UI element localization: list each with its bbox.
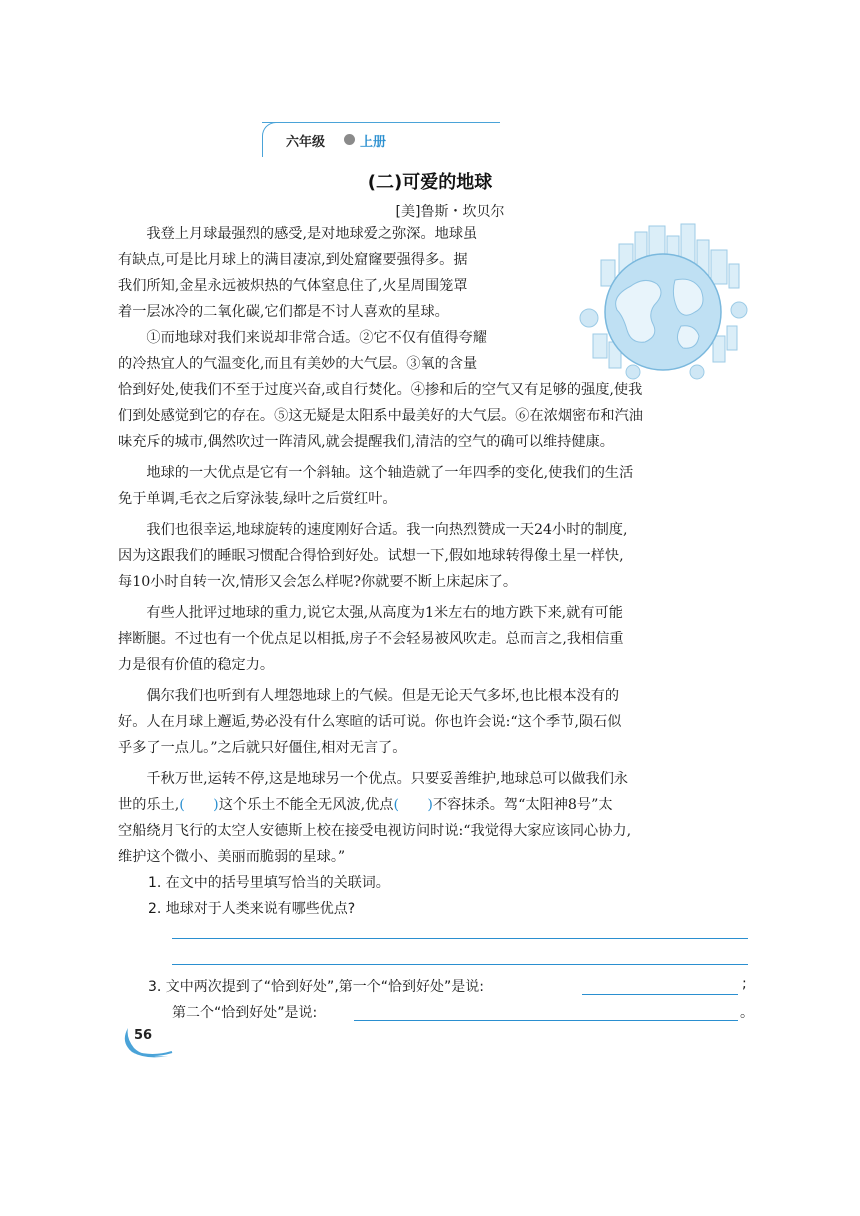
question-3a: 3. 文中两次提到了“恰到好处”,第一个“恰到好处”是说: (148, 979, 484, 995)
volume-label: 上册 (360, 135, 387, 150)
text-line-with-blanks (118, 796, 750, 814)
page-number: 56 (134, 1028, 153, 1043)
text-line: 味充斥的城市,偶然吹过一阵清风,就会提醒我们,清洁的空气的确可以维持健康。 (118, 434, 614, 450)
article-author: [美]鲁斯・坎贝尔 (395, 204, 505, 220)
answer-line-2b[interactable] (172, 964, 748, 965)
text-line: 千秋万世,运转不停,这是地球另一个优点。只要妥善维护,地球总可以做我们永 (118, 771, 629, 787)
text-line: 摔断腿。不过也有一个优点足以相抵,房子不会轻易被风吹走。总而言之,我相信重 (118, 631, 624, 647)
fill-blank-1[interactable]: ( ) (179, 797, 219, 813)
text-segment: 这个乐土不能全无风波,优点 (218, 797, 394, 813)
text-line: 好。人在月球上邂逅,势必没有什么寒暄的话可说。你也许会说:“这个季节,陨石似 (118, 714, 622, 730)
text-line: 每10小时自转一次,情形又会怎么样呢?你就要不断上床起床了。 (118, 574, 518, 590)
text-segment: 不容抹杀。驾“太阳神8号”太 (432, 797, 613, 813)
text-line: 免于单调,毛衣之后穿泳装,绿叶之后赏红叶。 (118, 491, 397, 507)
text-line: 们到处感觉到它的存在。⑤这无疑是太阳系中最美好的大气层。⑥在浓烟密布和汽油 (118, 408, 643, 424)
text-line: ①而地球对我们来说却非常合适。②它不仅有值得夸耀 (118, 330, 487, 346)
text-line: 偶尔我们也听到有人埋怨地球上的气候。但是无论天气多坏,也比根本没有的 (118, 688, 620, 704)
text-line: 力是很有价值的稳定力。 (118, 657, 275, 673)
text-segment: 世的乐土, (118, 797, 180, 813)
text-line: 因为这跟我们的睡眠习惯配合得恰到好处。试想一下,假如地球转得像土星一样快, (118, 548, 624, 564)
fill-blank-2[interactable]: ( ) (393, 797, 433, 813)
text-line: 恰到好处,使我们不至于过度兴奋,或自行焚化。④掺和后的空气又有足够的强度,使我 (118, 382, 643, 398)
question-3b: 第二个“恰到好处”是说: (172, 1005, 318, 1021)
article-title: (二)可爱的地球 (367, 172, 493, 193)
text-line: 着一层冰冷的二氧化碳,它们都是不讨人喜欢的星球。 (118, 304, 449, 320)
text-line: 地球的一大优点是它有一个斜轴。这个轴造就了一年四季的变化,使我们的生活 (118, 465, 634, 481)
grade-label: 六年级 (286, 135, 326, 150)
text-line: 维护这个微小、美丽而脆弱的星球。” (118, 849, 346, 865)
question-3b-end: 。 (740, 1005, 754, 1021)
text-line: 我登上月球最强烈的感受,是对地球爱之弥深。地球虽 (118, 226, 478, 242)
answer-blank-3a[interactable] (582, 994, 738, 995)
header-dot-icon (344, 134, 355, 145)
text-line: 的冷热宜人的气温变化,而且有美妙的大气层。③氧的含量 (118, 356, 478, 372)
header-bracket (262, 122, 277, 157)
text-line: 我们所知,金星永远被炽热的气体窒息住了,火星周围笼罩 (118, 278, 468, 294)
page-header (262, 118, 500, 158)
text-line: 我们也很幸运,地球旋转的速度刚好合适。我一向热烈赞成一天24小时的制度, (118, 522, 628, 538)
text-line: 有缺点,可是比月球上的满目凄凉,到处窟窿要强得多。据 (118, 252, 468, 268)
header-rule (262, 122, 500, 123)
text-line: 空船绕月飞行的太空人安德斯上校在接受电视访问时说:“我觉得大家应该同心协力, (118, 823, 632, 839)
answer-blank-3b[interactable] (354, 1020, 738, 1021)
question-3a-end: ; (742, 976, 747, 992)
answer-line-2a[interactable] (172, 938, 748, 939)
question-2: 2. 地球对于人类来说有哪些优点? (148, 901, 356, 917)
question-1: 1. 在文中的括号里填写恰当的关联词。 (148, 875, 390, 891)
text-line: 乎多了一点儿。”之后就只好僵住,相对无言了。 (118, 740, 407, 756)
text-line: 有些人批评过地球的重力,说它太强,从高度为1米左右的地方跌下来,就有可能 (118, 605, 623, 621)
